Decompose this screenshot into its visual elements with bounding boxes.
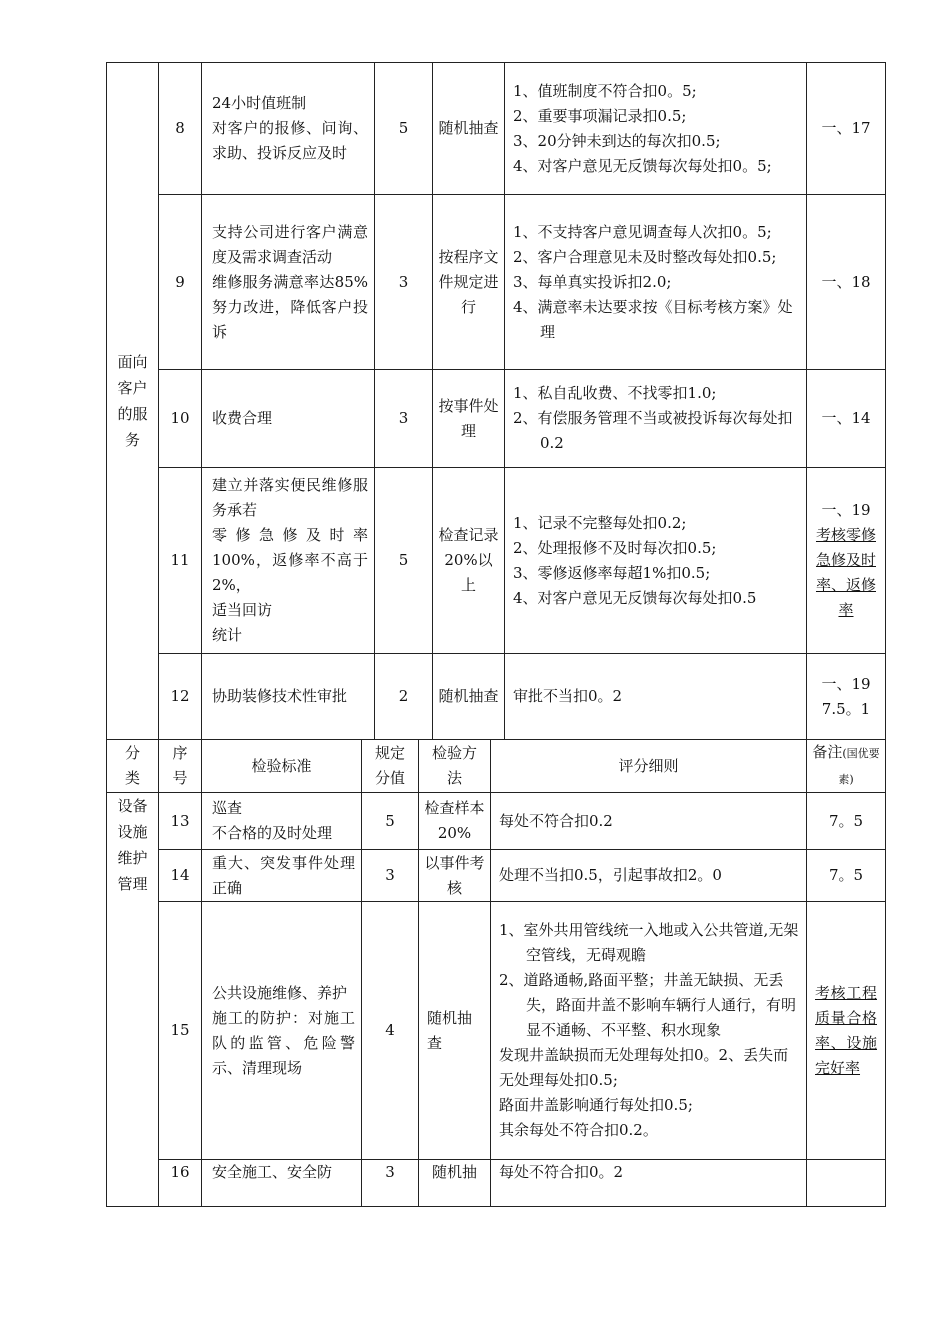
standard-cell: 建立并落实便民维修服务承若 零修急修及时率100%，返修率不高于2%， 适当回访 统计 xyxy=(202,468,375,654)
note-cell: 一、14 xyxy=(807,370,886,468)
standard-cell: 协助装修技术性审批 xyxy=(202,654,375,740)
header-method: 检验方法 xyxy=(419,740,491,793)
equipment-table xyxy=(106,739,886,1207)
header-category: 分类 xyxy=(107,740,159,793)
table-row xyxy=(107,902,886,1160)
score-cell: 5 xyxy=(362,793,419,850)
method-cell: 检查样本20% xyxy=(419,793,491,850)
table-row xyxy=(107,370,886,468)
note-cell: 7。5 xyxy=(807,850,886,902)
score-cell: 3 xyxy=(375,195,433,370)
rules-cell: 审批不当扣0。2 xyxy=(505,654,807,740)
standard-cell: 巡查 不合格的及时处理 xyxy=(202,793,362,850)
header-standard: 检验标准 xyxy=(202,740,362,793)
table-row xyxy=(107,63,886,195)
category-cell: 面向客户的服务 xyxy=(107,63,159,740)
rules-cell: 1、记录不完整每处扣0.2; 2、处理报修不及时每次扣0.5; 3、零修返修率每超1%扣0.5; 4、对客户意见无反馈每次每处扣0.5 xyxy=(505,468,807,654)
note-cell: 7。5 xyxy=(807,793,886,850)
rules-cell: 1、值班制度不符合扣0。5; 2、重要事项漏记录扣0.5; 3、20分钟未到达的每次扣0.5; 4、对客户意见无反馈每次每处扣0。5; xyxy=(505,63,807,195)
standard-cell: 公共设施维修、养护 施工的防护：对施工队的监管、危险警示、清理现场 xyxy=(202,902,362,1160)
note-cell: 一、18 xyxy=(807,195,886,370)
header-no: 序号 xyxy=(159,740,202,793)
row-no: 15 xyxy=(159,902,202,1160)
standard-cell: 收费合理 xyxy=(202,370,375,468)
rules-cell: 1、私自乱收费、不找零扣1.0; 2、有偿服务管理不当或被投诉每次每处扣0.2 xyxy=(505,370,807,468)
method-cell: 随机抽查 xyxy=(433,63,505,195)
note-cell: 一、19 7.5。1 xyxy=(807,654,886,740)
rules-cell: 每处不符合扣0。2 xyxy=(491,1160,807,1207)
score-cell: 5 xyxy=(375,468,433,654)
row-no: 9 xyxy=(159,195,202,370)
table-row xyxy=(107,793,886,850)
service-table xyxy=(106,62,886,740)
rules-cell: 每处不符合扣0.2 xyxy=(491,793,807,850)
method-cell: 以事件考核 xyxy=(419,850,491,902)
score-cell: 3 xyxy=(362,1160,419,1207)
header-score: 规定分值 xyxy=(362,740,419,793)
method-cell: 随机抽查 xyxy=(433,654,505,740)
header-rules: 评分细则 xyxy=(491,740,807,793)
row-no: 16 xyxy=(159,1160,202,1207)
standard-cell: 24小时值班制 对客户的报修、问询、求助、投诉反应及时 xyxy=(202,63,375,195)
method-cell: 随机抽 xyxy=(419,1160,491,1207)
table-row xyxy=(107,195,886,370)
standard-cell: 支持公司进行客户满意度及需求调查活动 维修服务满意率达85%努力改进，降低客户投诉 xyxy=(202,195,375,370)
header-row xyxy=(107,740,886,793)
note-cell: 一、17 xyxy=(807,63,886,195)
table-row xyxy=(107,468,886,654)
method-cell: 按程序文件规定进行 xyxy=(433,195,505,370)
score-cell: 4 xyxy=(362,902,419,1160)
score-cell: 3 xyxy=(362,850,419,902)
table-row xyxy=(107,850,886,902)
row-no: 10 xyxy=(159,370,202,468)
note-cell xyxy=(807,1160,886,1207)
note-cell: 一、19 考核零修急修及时率、返修率 xyxy=(807,468,886,654)
row-no: 13 xyxy=(159,793,202,850)
method-cell: 检查记录20%以上 xyxy=(433,468,505,654)
score-cell: 3 xyxy=(375,370,433,468)
method-cell: 按事件处理 xyxy=(433,370,505,468)
note-cell: 考核工程质量合格率、设施完好率 xyxy=(807,902,886,1160)
rules-cell: 处理不当扣0.5，引起事故扣2。0 xyxy=(491,850,807,902)
row-no: 12 xyxy=(159,654,202,740)
table-row xyxy=(107,654,886,740)
row-no: 8 xyxy=(159,63,202,195)
score-cell: 2 xyxy=(375,654,433,740)
method-cell: 随机抽查 xyxy=(419,902,491,1160)
header-note: 备注(国优要素) xyxy=(807,740,886,793)
standard-cell: 重大、突发事件处理正确 xyxy=(202,850,362,902)
row-no: 14 xyxy=(159,850,202,902)
category-cell: 设备设施维护管理 xyxy=(107,793,159,1207)
score-cell: 5 xyxy=(375,63,433,195)
table-row xyxy=(107,1160,886,1207)
row-no: 11 xyxy=(159,468,202,654)
rules-cell: 1、室外共用管线统一入地或入公共管道,无架空管线，无碍观瞻 2、道路通畅,路面平整；井盖无缺损、无丢失，路面井盖不影响车辆行人通行，有明显不通畅、不平整、积水现象 发现井盖缺损而无处理每处扣0。2、丢失而无处理每处扣0.5; 路面井盖影响通行每处扣0.5; 其余每处不符合扣0.2。 xyxy=(491,902,807,1160)
rules-cell: 1、不支持客户意见调查每人次扣0。5; 2、客户合理意见未及时整改每处扣0.5; 3、每单真实投诉扣2.0; 4、满意率未达要求按《目标考核方案》处理 xyxy=(505,195,807,370)
standard-cell: 安全施工、安全防 xyxy=(202,1160,362,1207)
